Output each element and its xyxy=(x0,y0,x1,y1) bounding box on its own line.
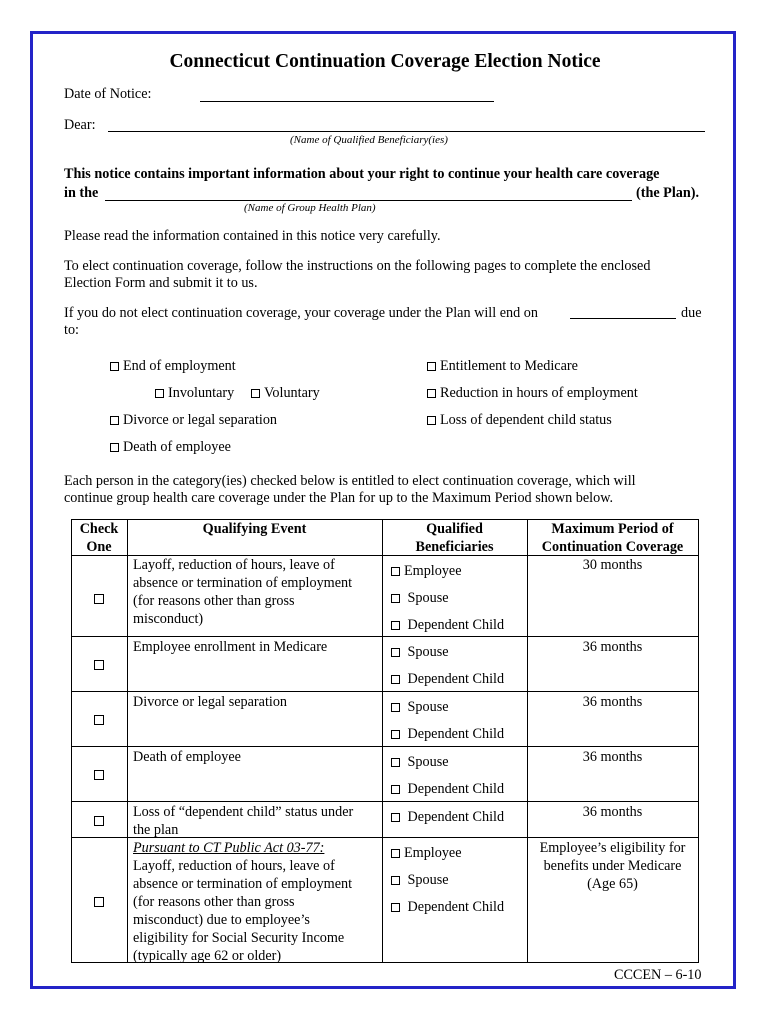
beneficiary-caption: (Name of Qualified Beneficiary(ies) xyxy=(290,134,448,146)
reason-voluntary[interactable] xyxy=(251,385,320,402)
beneficiary-dependent-child[interactable] xyxy=(391,616,504,634)
table-row-divider xyxy=(71,636,699,637)
coverage-end-date-field[interactable] xyxy=(570,318,676,319)
beneficiary-dependent-child[interactable] xyxy=(391,808,504,826)
beneficiary-label: Dependent Child xyxy=(407,809,505,825)
reason-label: Divorce or legal separation xyxy=(123,412,278,428)
event-line: (typically age 62 or older) xyxy=(133,948,282,964)
event-line: Loss of “dependent child” status under xyxy=(133,804,354,820)
header-line: Continuation Coverage xyxy=(541,539,684,555)
beneficiary-spouse[interactable] xyxy=(391,753,449,771)
header-check-one xyxy=(71,520,127,556)
beneficiary-dependent-child[interactable] xyxy=(391,670,504,688)
checkbox[interactable] xyxy=(391,813,400,822)
row-select-checkbox[interactable] xyxy=(94,715,104,725)
checkbox[interactable] xyxy=(391,594,400,603)
reason-divorce[interactable] xyxy=(110,412,277,429)
event-line: (for reasons other than gross xyxy=(133,894,295,910)
coverage-end-due: due xyxy=(681,305,702,321)
header-line: Qualified xyxy=(426,521,483,537)
period-line: benefits under Medicare xyxy=(543,858,682,874)
row-event: Employee enrollment in Medicare xyxy=(133,639,328,655)
checkbox[interactable] xyxy=(391,703,400,712)
table-border-left xyxy=(71,519,72,963)
beneficiary-dependent-child[interactable] xyxy=(391,780,504,798)
elect-instructions-line-2: Election Form and submit it to us. xyxy=(64,275,258,291)
row-event xyxy=(133,556,352,628)
entitled-line-1: Each person in the category(ies) checked below is entitled to elect continuation coverage, which will xyxy=(64,473,636,489)
row-max-period: 30 months xyxy=(582,557,643,573)
row-max-period: 36 months xyxy=(582,694,643,710)
header-line: One xyxy=(86,539,112,555)
row-max-period: 36 months xyxy=(582,749,643,765)
date-of-notice-field[interactable] xyxy=(200,101,494,102)
checkbox[interactable] xyxy=(391,758,400,767)
checkbox[interactable] xyxy=(391,903,400,912)
beneficiary-label: Spouse xyxy=(407,644,449,660)
beneficiary-label: Dependent Child xyxy=(407,781,505,797)
row-event xyxy=(133,839,352,965)
coverage-end-line-2: to: xyxy=(64,322,79,338)
header-maximum-period xyxy=(527,520,698,556)
event-line: misconduct) xyxy=(133,611,204,627)
beneficiary-employee[interactable] xyxy=(391,844,462,862)
checkbox[interactable] xyxy=(391,621,400,630)
beneficiary-label: Dependent Child xyxy=(407,726,505,742)
row-select-checkbox[interactable] xyxy=(94,770,104,780)
beneficiary-employee[interactable] xyxy=(391,562,462,580)
checkbox[interactable] xyxy=(427,416,436,425)
event-legal-reference: Pursuant to CT Public Act 03-77: xyxy=(133,840,325,856)
period-line: (Age 65) xyxy=(587,876,638,892)
event-line: eligibility for Social Security Income xyxy=(133,930,345,946)
beneficiary-label: Spouse xyxy=(407,754,449,770)
header-line: Maximum Period of xyxy=(551,521,674,537)
row-max-period: 36 months xyxy=(582,804,643,820)
table-divider xyxy=(382,519,383,963)
beneficiary-label: Employee xyxy=(404,563,462,579)
table-divider xyxy=(527,519,528,963)
beneficiary-name-field[interactable] xyxy=(108,131,705,132)
event-line: absence or termination of employment xyxy=(133,876,353,892)
beneficiary-spouse[interactable] xyxy=(391,698,449,716)
checkbox[interactable] xyxy=(427,362,436,371)
row-max-period: 36 months xyxy=(582,639,643,655)
intro-bold-line-2-end: (the Plan). xyxy=(636,185,700,201)
event-line: Layoff, reduction of hours, leave of xyxy=(133,557,335,573)
page-title: Connecticut Continuation Coverage Election Notice xyxy=(169,51,601,72)
beneficiary-label: Dependent Child xyxy=(407,671,505,687)
period-line: Employee’s eligibility for xyxy=(539,840,686,856)
reason-label: Death of employee xyxy=(123,439,231,455)
table-border-right xyxy=(698,519,699,963)
event-line: Layoff, reduction of hours, leave of xyxy=(133,858,335,874)
row-select-checkbox[interactable] xyxy=(94,897,104,907)
table-row-divider xyxy=(71,691,699,692)
row-event: Divorce or legal separation xyxy=(133,694,288,710)
header-qualified-beneficiaries xyxy=(382,520,527,556)
reason-reduction-hours[interactable] xyxy=(427,385,638,402)
elect-instructions-line-1: To elect continuation coverage, follow the instructions on the following pages to complete the enclosed xyxy=(64,258,651,274)
checkbox[interactable] xyxy=(110,443,119,452)
event-line: misconduct) due to employee’s xyxy=(133,912,310,928)
row-select-checkbox[interactable] xyxy=(94,660,104,670)
header-qualifying-event: Qualifying Event xyxy=(202,521,307,537)
reason-label: Reduction in hours of employment xyxy=(440,385,638,401)
beneficiary-spouse[interactable] xyxy=(391,643,449,661)
checkbox[interactable] xyxy=(110,416,119,425)
table-divider xyxy=(127,519,128,963)
beneficiary-label: Dependent Child xyxy=(407,899,505,915)
event-line: the plan xyxy=(133,822,179,838)
table-row-divider xyxy=(71,801,699,802)
plan-name-field[interactable] xyxy=(105,200,632,201)
coverage-end-line-1: If you do not elect continuation coverage, your coverage under the Plan will end on xyxy=(64,305,538,321)
beneficiary-label: Spouse xyxy=(407,872,449,888)
checkbox[interactable] xyxy=(391,730,400,739)
reason-label: Entitlement to Medicare xyxy=(440,358,578,374)
plan-caption: (Name of Group Health Plan) xyxy=(244,202,376,214)
beneficiary-spouse[interactable] xyxy=(391,589,449,607)
row-event: Death of employee xyxy=(133,749,241,765)
checkbox[interactable] xyxy=(391,567,400,576)
checkbox[interactable] xyxy=(391,849,400,858)
checkbox[interactable] xyxy=(391,648,400,657)
intro-bold-line-1: This notice contains important information about your right to continue your health care coverage xyxy=(64,166,660,182)
checkbox[interactable] xyxy=(110,362,119,371)
reason-label: Voluntary xyxy=(264,385,320,401)
checkbox[interactable] xyxy=(391,675,400,684)
beneficiary-dependent-child[interactable] xyxy=(391,898,504,916)
header-line: Check xyxy=(79,521,119,537)
checkbox[interactable] xyxy=(391,785,400,794)
table-row-divider xyxy=(71,746,699,747)
intro-bold-line-2-start: in the xyxy=(64,185,99,201)
checkbox[interactable] xyxy=(427,389,436,398)
reason-end-of-employment[interactable] xyxy=(110,358,236,375)
read-carefully-text: Please read the information contained in this notice very carefully. xyxy=(64,228,441,244)
reason-loss-dependent[interactable] xyxy=(427,412,612,429)
reason-label: Involuntary xyxy=(168,385,235,401)
beneficiary-dependent-child[interactable] xyxy=(391,725,504,743)
reason-medicare[interactable] xyxy=(427,358,578,375)
event-line: absence or termination of employment xyxy=(133,575,353,591)
event-line: (for reasons other than gross xyxy=(133,593,295,609)
beneficiary-label: Spouse xyxy=(407,699,449,715)
checkbox[interactable] xyxy=(155,389,164,398)
reason-label: End of employment xyxy=(123,358,236,374)
beneficiary-label: Dependent Child xyxy=(407,617,505,633)
header-line: Beneficiaries xyxy=(415,539,494,555)
row-max-period xyxy=(527,839,698,893)
row-select-checkbox[interactable] xyxy=(94,816,104,826)
form-code: CCCEN – 6-10 xyxy=(614,967,702,983)
reason-involuntary[interactable] xyxy=(155,385,234,402)
beneficiary-spouse[interactable] xyxy=(391,871,449,889)
beneficiary-label: Employee xyxy=(404,845,462,861)
row-select-checkbox[interactable] xyxy=(94,594,104,604)
entitled-line-2: continue group health care coverage under the Plan for up to the Maximum Period shown below. xyxy=(64,490,614,506)
checkbox[interactable] xyxy=(251,389,260,398)
dear-label: Dear: xyxy=(64,117,96,133)
reason-death[interactable] xyxy=(110,439,231,456)
date-of-notice-label: Date of Notice: xyxy=(64,86,152,102)
checkbox[interactable] xyxy=(391,876,400,885)
reason-label: Loss of dependent child status xyxy=(440,412,612,428)
row-event xyxy=(133,803,353,839)
beneficiary-label: Spouse xyxy=(407,590,449,606)
